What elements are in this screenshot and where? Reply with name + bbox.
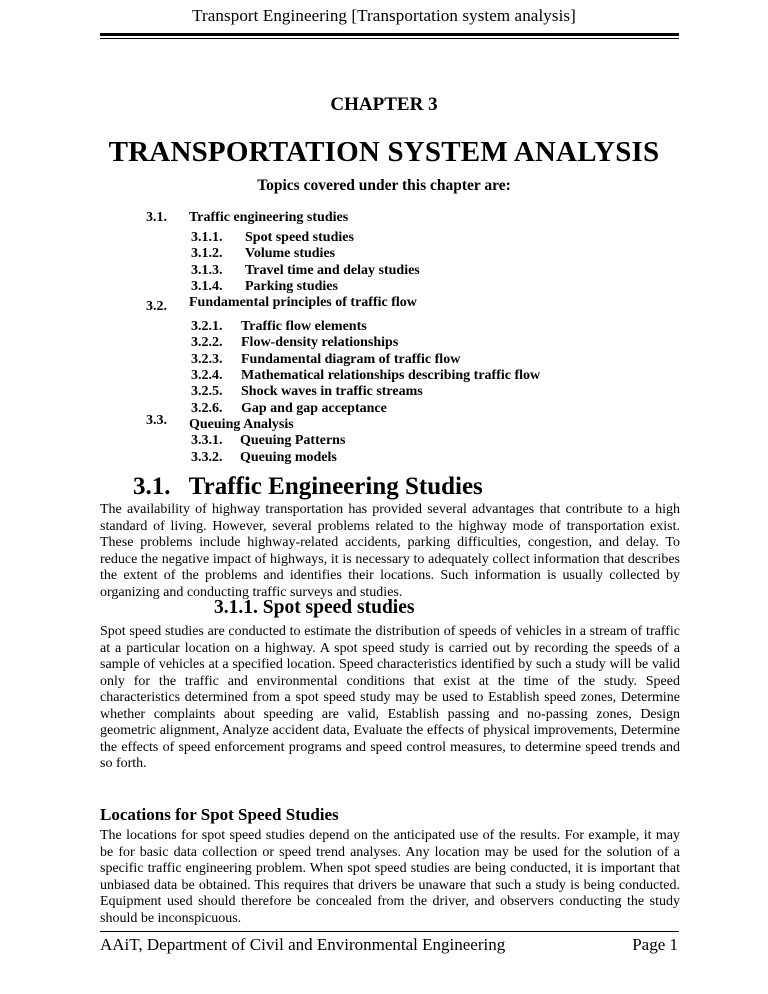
chapter-label: CHAPTER 3: [330, 94, 438, 115]
toc-section-label: Traffic engineering studies: [189, 210, 349, 225]
toc-subsection-number: 3.3.1.: [191, 433, 223, 449]
toc-section-number: 3.2.: [146, 299, 167, 315]
header-rule-thick: [100, 33, 679, 36]
section-3-1-1-paragraph: Spot speed studies are conducted to estimate the distribution of speeds of vehicles in a stream of traffic at a particular location on a highway. A spot speed study is carried out by recording the speeds of a sample of vehicles at a specified location. Speed characteristics identified by such a study will be valid only for the traffic and environmental conditions that exist at the time of the study. Speed characteristics determined from a spot speed study may be used to Establish speed zones, Determine whether complaints about speeding are valid, Establish passing and no-passing zones, Design geometric alignment, Analyze accident data, Evaluate the effects of physical improvements, Determine the effects of speed enforcement programs and speed control measures, to determine speed trends and so forth.: [100, 624, 680, 771]
section-heading-3-1: 3.1. Traffic Engineering Studies: [133, 473, 483, 500]
toc-subsection-number: 3.1.4.: [191, 278, 223, 294]
toc-subsection: [146, 433, 686, 449]
chapter-title: TRANSPORTATION SYSTEM ANALYSIS: [108, 136, 660, 168]
toc-subsection-label: Spot speed studies: [245, 230, 354, 245]
running-header-title: Transport Engineering [Transportation system analysis]: [192, 6, 576, 25]
toc-section-3-3: [146, 412, 686, 434]
topics-intro: Topics covered under this chapter are:: [257, 177, 511, 194]
toc-subsection-number: 3.2.4.: [191, 368, 223, 384]
toc-subsection-number: 3.2.3.: [191, 351, 223, 367]
toc-subsection-label: Fundamental diagram of traffic flow: [241, 351, 461, 367]
footer-rule: [100, 931, 679, 932]
footer-page-number: Page 1: [632, 935, 678, 954]
toc-subsection: [146, 401, 686, 417]
toc-section-label: Fundamental principles of traffic flow: [189, 295, 417, 311]
toc-subsection-number: 3.1.2.: [191, 246, 223, 262]
toc-subsection-number: 3.2.1.: [191, 319, 223, 335]
locations-paragraph: The locations for spot speed studies depend on the anticipated use of the results. For example, it may be for basic data collection or speed trend analyses. Any location may be used for the solution of a specific traffic engineering problem. When spot speed studies are being conducted, it is important that unbiased data be obtained. This requires that drivers be unaware that such a study is being conducted. Equipment used should therefore be concealed from the driver, and observers conducting the study should be inconspicuous.: [100, 828, 680, 926]
toc-subsection: [146, 279, 686, 295]
toc-section-3-1: [146, 210, 686, 230]
toc-subsection: [146, 368, 686, 384]
toc-subsection: [146, 246, 686, 262]
toc-subsection-number: 3.3.2.: [191, 449, 223, 465]
toc-subsection: [146, 335, 686, 351]
toc-subsection-number: 3.1.3.: [191, 262, 223, 278]
toc-section-number: 3.1.: [146, 210, 167, 225]
table-of-contents: [146, 210, 686, 466]
toc-subsection-label: Queuing models: [240, 449, 337, 465]
subsection-heading-3-1-1: 3.1.1. Spot speed studies: [214, 597, 415, 618]
toc-subsection-label: Travel time and delay studies: [245, 262, 420, 278]
toc-subsection: [146, 230, 686, 246]
toc-subsection-label: Mathematical relationships describing traffic flow: [241, 368, 541, 384]
toc-subsection: [146, 263, 686, 279]
toc-subsection: [146, 450, 686, 466]
toc-section-3-2: [146, 295, 686, 319]
toc-section-label: Queuing Analysis: [189, 416, 294, 432]
toc-subsection-label: Traffic flow elements: [241, 319, 367, 335]
toc-section-number: 3.3.: [146, 412, 167, 428]
section-3-1-paragraph: The availability of highway transportation has provided several advantages that contribute to a high standard of living. However, several problems related to the highway mode of transportation exist. These problems include highway-related accidents, parking difficulties, congestion, and delay. To reduce the negative impact of highways, it is necessary to adequately collect information that describes the extent of the problems and identifies their locations. Such information is usually collected by organizing and conducting traffic surveys and studies.: [100, 502, 680, 600]
header-rule-thin: [100, 38, 679, 39]
locations-heading: Locations for Spot Speed Studies: [100, 805, 339, 824]
toc-subsection-number: 3.1.1.: [191, 230, 223, 245]
footer-department: AAiT, Department of Civil and Environmental Engineering: [100, 935, 506, 954]
toc-subsection: [146, 384, 686, 400]
toc-subsection-number: 3.2.5.: [191, 384, 223, 400]
toc-subsection-number: 3.2.2.: [191, 335, 223, 351]
toc-subsection-label: Queuing Patterns: [240, 433, 346, 449]
toc-subsection-label: Gap and gap acceptance: [241, 400, 387, 416]
toc-subsection-label: Volume studies: [245, 246, 336, 262]
toc-subsection-label: Flow-density relationships: [241, 335, 399, 351]
toc-subsection-label: Shock waves in traffic streams: [241, 384, 423, 400]
toc-subsection: [146, 352, 686, 368]
toc-subsection-number: 3.2.6.: [191, 400, 223, 416]
toc-subsection-label: Parking studies: [245, 278, 338, 294]
toc-subsection: [146, 319, 686, 335]
